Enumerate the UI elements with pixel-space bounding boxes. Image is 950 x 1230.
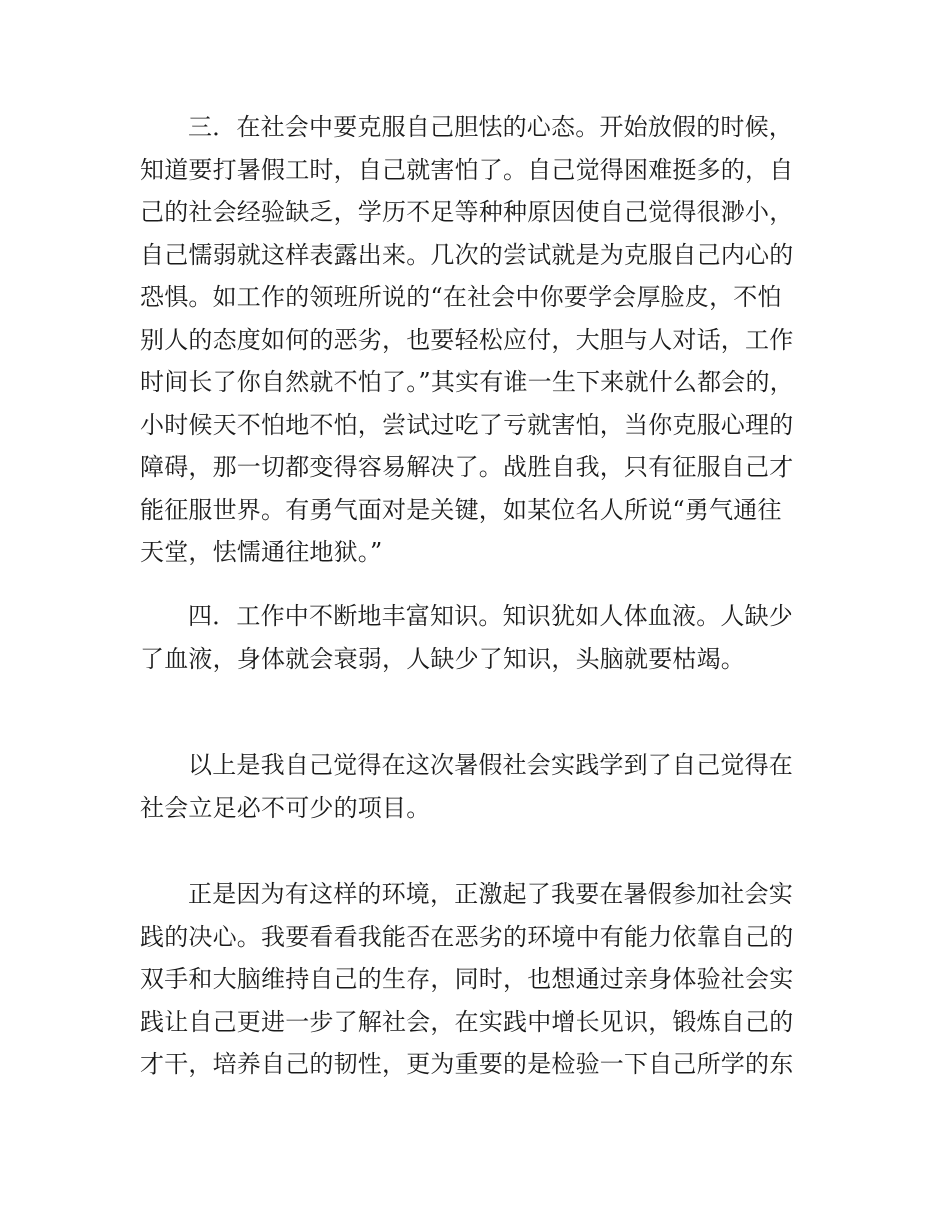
paragraph-line: 了血液，身体就会衰弱，人缺少了知识，头脑就要枯竭。 <box>140 644 745 673</box>
paragraph-enrich-knowledge <box>140 595 820 680</box>
paragraph-line: 己的社会经验缺乏，学历不足等种种原因使自己觉得很渺小， <box>140 198 794 226</box>
paragraph-determination <box>140 873 820 1086</box>
paragraph-line: 能征服世界。有勇气面对是关键，如某位名人所说“勇气通往 <box>140 495 782 524</box>
paragraph-line: 恐惧。如工作的领班所说的“在社会中你要学会厚脸皮，不怕 <box>140 283 782 311</box>
paragraph-line: 时间长了你自然就不怕了。”其实有谁一生下来就什么都会的， <box>140 368 794 396</box>
paragraph-summary <box>140 744 820 829</box>
paragraph-line: 正是因为有这样的环境，正激起了我要在暑假参加社会实 <box>188 880 793 908</box>
paragraph-line: 障碍，那一切都变得容易解决了。战胜自我，只有征服自己才 <box>140 453 794 481</box>
paragraph-line: 四．工作中不断地丰富知识。知识犹如人体血液。人缺少 <box>188 602 793 630</box>
paragraph-line: 三．在社会中要克服自己胆怯的心态。开始放假的时候， <box>188 113 793 141</box>
paragraph-line: 践让自己更进一步了解社会，在实践中增长见识，锻炼自己的 <box>140 1007 794 1036</box>
paragraph-line: 自己懦弱就这样表露出来。几次的尝试就是为克服自己内心的 <box>140 240 794 269</box>
paragraph-line: 社会立足必不可少的项目。 <box>140 793 431 822</box>
paragraph-line: 天堂，怯懦通往地狱。” <box>140 538 383 566</box>
paragraph-line: 践的决心。我要看看我能否在恶劣的环境中有能力依靠自己的 <box>140 922 794 951</box>
paragraph-overcome-timidity <box>140 106 820 574</box>
paragraph-line: 双手和大脑维持自己的生存，同时，也想通过亲身体验社会实 <box>140 965 794 993</box>
paragraph-line: 小时候天不怕地不怕，尝试过吃了亏就害怕，当你克服心理的 <box>140 410 794 439</box>
paragraph-line: 才干，培养自己的韧性，更为重要的是检验一下自己所学的东 <box>140 1050 794 1078</box>
paragraph-line: 知道要打暑假工时，自己就害怕了。自己觉得困难挺多的，自 <box>140 155 794 184</box>
paragraph-line: 以上是我自己觉得在这次暑假社会实践学到了自己觉得在 <box>188 751 793 779</box>
paragraph-line: 别人的态度如何的恶劣，也要轻松应付，大胆与人对话，工作 <box>140 325 794 354</box>
